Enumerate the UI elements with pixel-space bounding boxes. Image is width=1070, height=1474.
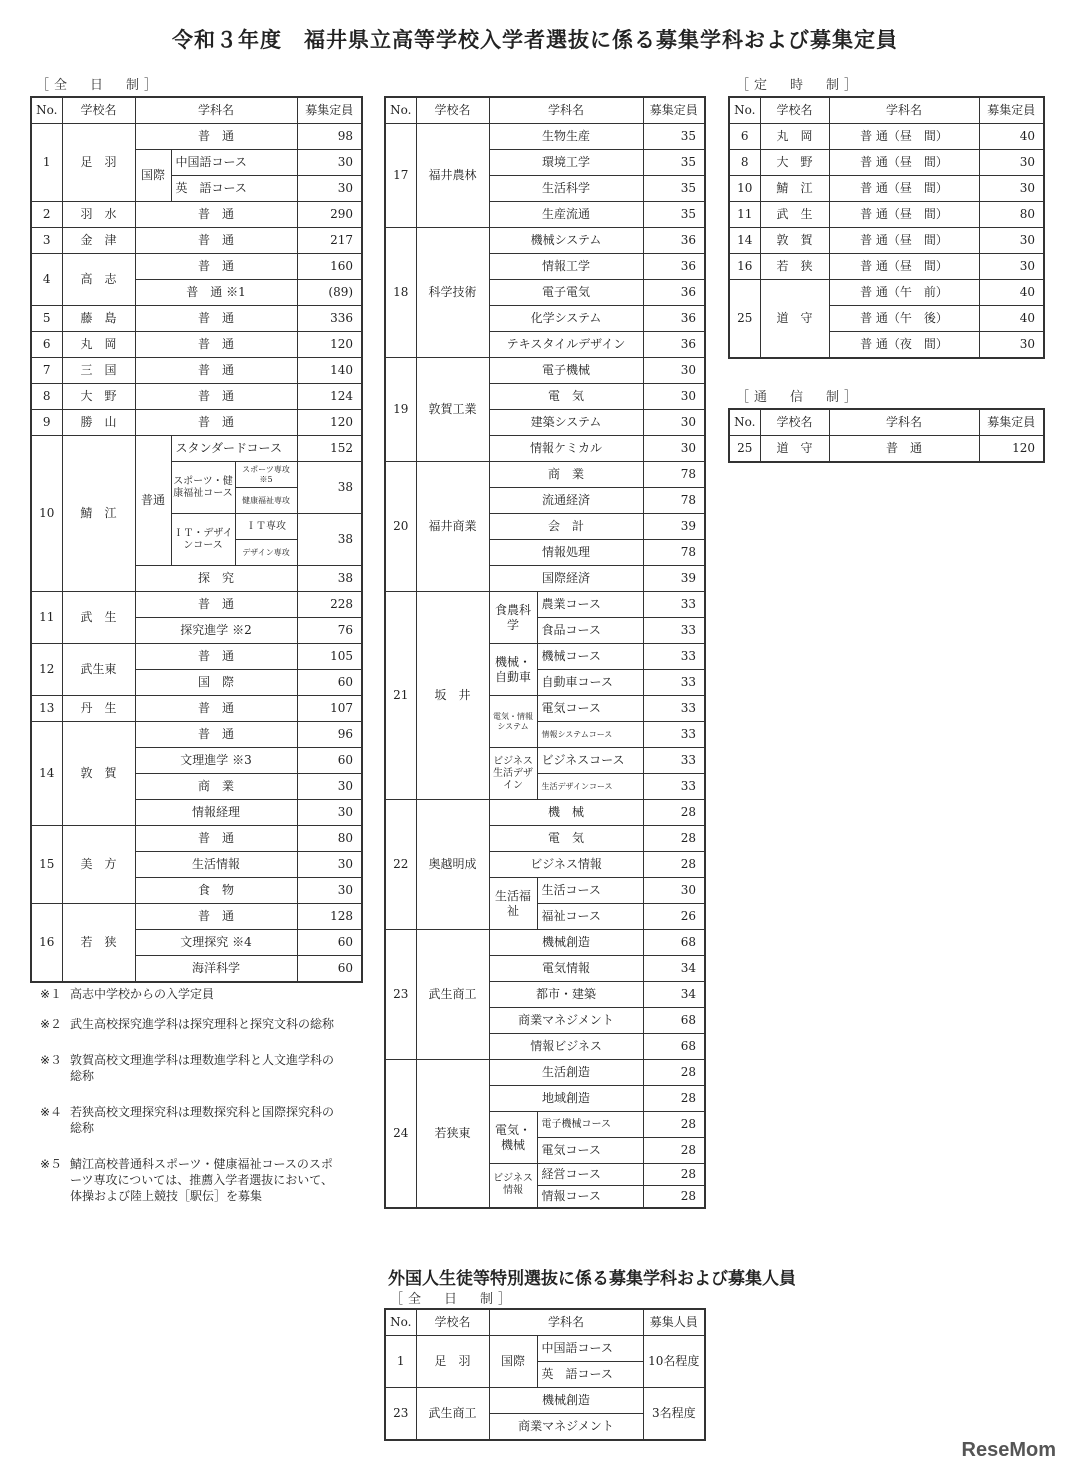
table-cell: 10 [729,176,760,202]
table-cell: 情報ケミカル [489,436,643,462]
table-cell: 武生商工 [416,930,489,1060]
table-cell: 情報経理 [135,800,297,826]
table-cell: 生活福祉 [489,878,537,930]
table-cell: 16 [31,904,62,982]
table-cell: 環境工学 [489,150,643,176]
table-cell: 大 野 [760,150,829,176]
table-cell: 217 [297,228,362,254]
table-cell: 海洋科学 [135,956,297,982]
table-cell: 三 国 [62,358,135,384]
table-cell: 1 [385,1336,416,1388]
table-cell: 機械・自動車 [489,644,537,696]
table-cell: 13 [31,696,62,722]
table-cell: ビジネス情報 [489,1164,537,1208]
table-cell: 普 通（昼 間） [829,150,979,176]
table-cell: 30 [643,384,705,410]
table-header-cell: 学科名 [829,97,979,124]
table-cell: 12 [31,644,62,696]
table-cell: 30 [297,150,362,176]
table-cell: 敦 賀 [760,228,829,254]
table-cell: 35 [643,202,705,228]
table-cell: 98 [297,124,362,150]
table-cell: ＩＴ・デザインコース [171,514,235,566]
table-cell: 福祉コース [537,904,643,930]
table-cell: 金 津 [62,228,135,254]
section-foreign-full-time: ［全 日 制］ [390,1292,517,1307]
table-cell: 電子電気 [489,280,643,306]
table-cell: 60 [297,748,362,774]
table-cell: 商 業 [489,462,643,488]
table-cell: 76 [297,618,362,644]
table-cell: 普 通 [135,358,297,384]
table-cell: 英 語コース [537,1362,643,1388]
table-cell: 140 [297,358,362,384]
table-cell: 35 [643,124,705,150]
table-cell: 36 [643,306,705,332]
foreign-students-table [384,1308,706,1441]
table-cell: 26 [643,904,705,930]
table-cell: 丹 生 [62,696,135,722]
table-cell: 30 [297,774,362,800]
table-cell: 60 [297,670,362,696]
table-cell: 28 [643,1112,705,1138]
table-cell: 機械システム [489,228,643,254]
correspondence-table [728,408,1045,463]
table-cell: 30 [979,332,1044,358]
table-cell: 普 通 [135,306,297,332]
table-cell: ビジネス情報 [489,852,643,878]
table-cell: 30 [643,358,705,384]
table-cell: 鯖 江 [62,436,135,592]
table-header-cell: 募集定員 [979,409,1044,436]
table-cell: 28 [643,1086,705,1112]
table-cell: 30 [979,254,1044,280]
table-header-cell: 募集定員 [979,97,1044,124]
note-4: ※４ 若狭高校文理探究科は理数探究科と国際探究科の総称 [40,1105,335,1135]
table-header-cell: No. [31,97,62,124]
foreign-section-title: 外国人生徒等特別選抜に係る募集学科および募集人員 [388,1269,796,1289]
table-cell: 自動車コース [537,670,643,696]
table-cell: ビジネスコース [537,748,643,774]
table-cell: 28 [643,1186,705,1208]
table-cell: 34 [643,956,705,982]
table-cell: 28 [643,826,705,852]
table-cell: 科学技術 [416,228,489,358]
table-cell: 120 [297,410,362,436]
table-cell: 生産流通 [489,202,643,228]
table-cell: 電気情報 [489,956,643,982]
note-5: ※５ 鯖江高校普通科スポーツ・健康福祉コースのスポーツ専攻については、推薦入学者選抜において、体操および陸上競技［駅伝］を募集 [40,1157,334,1203]
table-cell: 23 [385,1388,416,1440]
table-cell: スポーツ専攻 ※5 [235,462,297,488]
table-cell: 電気・情報システム [489,696,537,748]
table-cell: 30 [979,150,1044,176]
table-header-cell: No. [385,97,416,124]
table-cell: 普 通（昼 間） [829,202,979,228]
table-cell: 7 [31,358,62,384]
table-cell: 68 [643,1034,705,1060]
footnotes [40,986,340,1218]
table-cell: 羽 水 [62,202,135,228]
table-cell: 普 通 [135,384,297,410]
table-cell: 建築システム [489,410,643,436]
table-header-cell: 募集人員 [643,1309,705,1336]
table-cell: 機械コース [537,644,643,670]
table-cell: 商 業 [135,774,297,800]
table-header-cell: 募集定員 [297,97,362,124]
table-cell: 国際 [135,150,171,202]
table-cell: 足 羽 [62,124,135,202]
table-cell: 情報ビジネス [489,1034,643,1060]
table-cell: スタンダードコース [171,436,297,462]
table-cell: 電子機械 [489,358,643,384]
table-cell: 14 [31,722,62,826]
table-cell: 8 [31,384,62,410]
table-cell: 地域創造 [489,1086,643,1112]
resemom-logo: ReseMom [961,1439,1056,1461]
table-cell: 普 通（昼 間） [829,254,979,280]
table-cell: 食品コース [537,618,643,644]
table-cell: 30 [979,228,1044,254]
table-cell: 美 方 [62,826,135,904]
table-cell: 80 [297,826,362,852]
table-cell: 普 通 [135,644,297,670]
table-cell: 30 [643,410,705,436]
table-cell: 14 [729,228,760,254]
table-cell: 11 [31,592,62,644]
table-cell: 30 [643,436,705,462]
table-header-cell: 募集定員 [643,97,705,124]
table-cell: 33 [643,618,705,644]
table-cell: 2 [31,202,62,228]
note-3: ※３ 敦賀高校文理進学科は理数進学科と人文進学科の総称 [40,1053,335,1083]
table-cell: 武 生 [760,202,829,228]
table-cell: 10名程度 [643,1336,705,1388]
note-2: ※２ 武生高校探究進学科は探究理科と探究文科の総称 [40,1017,335,1031]
table-cell: 奥越明成 [416,800,489,930]
table-cell: 21 [385,592,416,800]
table-cell: デザイン専攻 [235,540,297,566]
table-cell: 15 [31,826,62,904]
table-cell: 国 際 [135,670,297,696]
table-cell: 若 狭 [62,904,135,982]
table-cell: 普 通 [135,722,297,748]
table-cell: 33 [643,644,705,670]
table-cell: 30 [979,176,1044,202]
table-cell: 会 計 [489,514,643,540]
table-cell: 120 [979,436,1044,462]
table-cell: 英 語コース [171,176,297,202]
table-cell: 商業マネジメント [489,1414,643,1440]
table-cell: 8 [729,150,760,176]
table-cell: 生活デザインコース [537,774,643,800]
table-cell: 20 [385,462,416,592]
table-cell: 128 [297,904,362,930]
table-cell: 情報システムコース [537,722,643,748]
table-cell: 24 [385,1060,416,1208]
table-cell: 60 [297,956,362,982]
section-correspondence: ［通 信 制］ [736,390,863,405]
section-part-time: ［定 時 制］ [736,78,863,93]
table-cell: 普 通 [135,904,297,930]
table-cell: 探究進学 ※2 [135,618,297,644]
table-cell: ＩＴ専攻 [235,514,297,540]
table-cell: 33 [643,592,705,618]
table-cell: 35 [643,176,705,202]
table-cell: 丸 岡 [760,124,829,150]
table-cell: 電気コース [537,696,643,722]
table-cell: 武生東 [62,644,135,696]
table-cell: 中国語コース [537,1336,643,1362]
table-header-cell: 学校名 [416,1309,489,1336]
table-header-cell: No. [729,409,760,436]
table-cell: 普 通（昼 間） [829,176,979,202]
table-cell: 武生商工 [416,1388,489,1440]
table-cell: 3名程度 [643,1388,705,1440]
full-time-table-continued [384,96,706,1209]
table-cell: 36 [643,228,705,254]
table-cell: 30 [297,852,362,878]
table-cell: 33 [643,774,705,800]
table-cell: 5 [31,306,62,332]
table-cell: 40 [979,124,1044,150]
table-cell: 健康福祉専攻 [235,488,297,514]
full-time-table [30,96,363,983]
table-cell: 336 [297,306,362,332]
table-cell: 25 [729,280,760,358]
table-cell: 食農科学 [489,592,537,644]
table-cell: 普 通 [135,592,297,618]
table-cell: 124 [297,384,362,410]
table-cell: 生物生産 [489,124,643,150]
table-cell: 普通 [135,436,171,566]
table-cell: 足 羽 [416,1336,489,1388]
table-cell: 普 通（午 前） [829,280,979,306]
table-cell: 78 [643,462,705,488]
table-cell: 60 [297,930,362,956]
page-title: 令和３年度 福井県立高等学校入学者選抜に係る募集学科および募集定員 [172,28,898,52]
table-cell: 36 [643,280,705,306]
table-cell: 普 通 [135,254,297,280]
note-1: ※１ 高志中学校からの入学定員 [40,987,215,1001]
table-cell: 電気コース [537,1138,643,1164]
table-cell: 電 気 [489,384,643,410]
table-cell: 国際 [489,1336,537,1388]
part-time-table [728,96,1045,359]
table-cell: 普 通 [135,202,297,228]
table-cell: 30 [297,176,362,202]
table-cell: 68 [643,930,705,956]
table-cell: 28 [643,1060,705,1086]
table-header-cell: 学校名 [416,97,489,124]
table-cell: 40 [979,306,1044,332]
table-cell: 38 [297,514,362,566]
table-cell: 探 究 [135,566,297,592]
table-cell: 国際経済 [489,566,643,592]
table-cell: 敦 賀 [62,722,135,826]
table-cell: 敦賀工業 [416,358,489,462]
table-cell: 33 [643,722,705,748]
table-cell: 電 気 [489,826,643,852]
table-header-cell: No. [385,1309,416,1336]
table-cell: 都市・建築 [489,982,643,1008]
table-cell: 28 [643,800,705,826]
table-cell: 228 [297,592,362,618]
section-full-time: ［全 日 制］ [36,78,163,93]
table-cell: 96 [297,722,362,748]
table-cell: 普 通 [135,696,297,722]
table-cell: 道 守 [760,280,829,358]
table-cell: 農業コース [537,592,643,618]
table-cell: 36 [643,254,705,280]
table-cell: 28 [643,1164,705,1186]
table-cell: 17 [385,124,416,228]
table-cell: 生活情報 [135,852,297,878]
table-cell: 若狭東 [416,1060,489,1208]
table-cell: ビジネス生活デザイン [489,748,537,800]
table-header-cell: 学校名 [760,97,829,124]
table-cell: 大 野 [62,384,135,410]
table-cell: スポーツ・健康福祉コース [171,462,235,514]
table-cell: 6 [729,124,760,150]
table-cell: 高 志 [62,254,135,306]
table-cell: 68 [643,1008,705,1034]
table-header-cell: 学校名 [62,97,135,124]
table-cell: 28 [643,1138,705,1164]
table-cell: 普 通 ※1 [135,280,297,306]
table-cell: 160 [297,254,362,280]
table-cell: 機械創造 [489,1388,643,1414]
table-cell: 152 [297,436,362,462]
table-cell: 34 [643,982,705,1008]
table-cell: 30 [297,878,362,904]
table-cell: 25 [729,436,760,462]
table-cell: 39 [643,514,705,540]
table-cell: 若 狭 [760,254,829,280]
table-header-cell: 学科名 [829,409,979,436]
table-cell: 33 [643,696,705,722]
table-cell: 36 [643,332,705,358]
table-cell: テキスタイルデザイン [489,332,643,358]
table-cell: 情報工学 [489,254,643,280]
table-cell: 普 通 [135,124,297,150]
table-cell: 33 [643,748,705,774]
table-cell: 文理進学 ※3 [135,748,297,774]
table-cell: 文理探究 ※4 [135,930,297,956]
table-cell: 11 [729,202,760,228]
table-cell: 生活創造 [489,1060,643,1086]
table-cell: 普 通 [135,228,297,254]
table-cell: 38 [297,462,362,514]
table-cell: 普 通 [135,410,297,436]
table-cell: 普 通（夜 間） [829,332,979,358]
table-cell: 22 [385,800,416,930]
table-cell: 3 [31,228,62,254]
table-cell: 普 通（昼 間） [829,124,979,150]
table-cell: 28 [643,852,705,878]
table-cell: 化学システム [489,306,643,332]
table-header-cell: 学科名 [489,1309,643,1336]
table-cell: 機 械 [489,800,643,826]
table-cell: 食 物 [135,878,297,904]
table-cell: 道 守 [760,436,829,462]
table-cell: 16 [729,254,760,280]
table-cell: 普 通 [135,332,297,358]
table-header-cell: 学科名 [489,97,643,124]
table-cell: 4 [31,254,62,306]
table-cell: 中国語コース [171,150,297,176]
table-cell: 情報コース [537,1186,643,1208]
table-cell: 勝 山 [62,410,135,436]
table-cell: (89) [297,280,362,306]
table-cell: 39 [643,566,705,592]
table-cell: 23 [385,930,416,1060]
table-cell: 福井商業 [416,462,489,592]
table-cell: 経営コース [537,1164,643,1186]
table-cell: 10 [31,436,62,592]
table-cell: 120 [297,332,362,358]
table-cell: 生活科学 [489,176,643,202]
table-cell: 107 [297,696,362,722]
table-cell: 普 通（昼 間） [829,228,979,254]
table-cell: 38 [297,566,362,592]
table-header-cell: 学科名 [135,97,297,124]
table-cell: 藤 島 [62,306,135,332]
table-cell: 78 [643,488,705,514]
table-header-cell: No. [729,97,760,124]
table-cell: 坂 井 [416,592,489,800]
table-cell: 流通経済 [489,488,643,514]
table-cell: 78 [643,540,705,566]
table-cell: 普 通 [135,826,297,852]
table-cell: 生活コース [537,878,643,904]
table-cell: 武 生 [62,592,135,644]
table-cell: 35 [643,150,705,176]
table-cell: 9 [31,410,62,436]
table-cell: 電子機械コース [537,1112,643,1138]
table-cell: 40 [979,280,1044,306]
table-cell: 普 通（午 後） [829,306,979,332]
table-cell: 105 [297,644,362,670]
table-cell: 鯖 江 [760,176,829,202]
table-cell: 商業マネジメント [489,1008,643,1034]
table-cell: 19 [385,358,416,462]
table-cell: 33 [643,670,705,696]
table-cell: 1 [31,124,62,202]
table-cell: 情報処理 [489,540,643,566]
table-cell: 30 [297,800,362,826]
table-header-cell: 学校名 [760,409,829,436]
table-cell: 普 通 [829,436,979,462]
table-cell: 福井農林 [416,124,489,228]
table-cell: 290 [297,202,362,228]
table-cell: 機械創造 [489,930,643,956]
table-cell: 6 [31,332,62,358]
table-cell: 18 [385,228,416,358]
table-cell: 丸 岡 [62,332,135,358]
table-cell: 電気・機械 [489,1112,537,1164]
table-cell: 80 [979,202,1044,228]
table-cell: 30 [643,878,705,904]
